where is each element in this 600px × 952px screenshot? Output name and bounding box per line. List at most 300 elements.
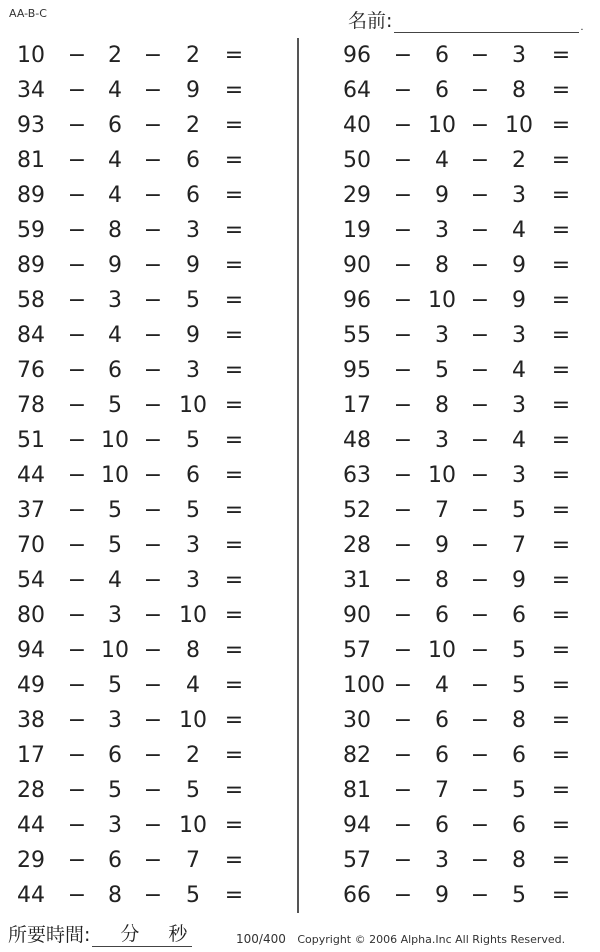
minus-sign: − [143, 533, 163, 558]
third-number: 5 [186, 498, 200, 523]
minus-sign: − [143, 603, 163, 628]
answer-space[interactable] [575, 353, 600, 388]
equals-sign: = [224, 673, 244, 698]
answer-space[interactable] [248, 738, 288, 773]
answer-space[interactable] [248, 143, 288, 178]
minus-sign: − [67, 708, 87, 733]
answer-space[interactable] [248, 563, 288, 598]
answer-space[interactable] [248, 598, 288, 633]
answer-space[interactable] [575, 528, 600, 563]
second-number: 2 [108, 43, 122, 68]
second-number: 6 [108, 358, 122, 383]
second-number: 4 [108, 148, 122, 173]
second-number: 4 [108, 568, 122, 593]
minus-sign: − [470, 638, 490, 663]
third-number: 10 [179, 813, 207, 838]
minus-sign: − [393, 568, 413, 593]
equals-sign: = [224, 568, 244, 593]
second-number: 8 [435, 568, 449, 593]
first-number: 44 [17, 463, 45, 488]
equals-sign: = [224, 533, 244, 558]
minus-sign: − [143, 323, 163, 348]
second-number: 9 [435, 883, 449, 908]
minus-sign: − [67, 533, 87, 558]
minus-sign: − [470, 778, 490, 803]
second-number: 5 [435, 358, 449, 383]
equals-sign: = [551, 78, 571, 103]
minus-sign: − [470, 78, 490, 103]
minus-sign: − [67, 638, 87, 663]
answer-space[interactable] [575, 318, 600, 353]
name-blank-line[interactable] [394, 14, 579, 33]
equals-sign: = [224, 78, 244, 103]
second-number: 3 [108, 708, 122, 733]
minus-sign: − [470, 533, 490, 558]
first-number: 89 [17, 183, 45, 208]
equals-sign: = [551, 533, 571, 558]
equals-sign: = [224, 148, 244, 173]
equals-sign: = [551, 148, 571, 173]
minus-sign: − [143, 813, 163, 838]
equals-sign: = [551, 673, 571, 698]
equals-sign: = [224, 183, 244, 208]
second-number: 5 [108, 533, 122, 558]
answer-space[interactable] [575, 178, 600, 213]
minus-sign: − [67, 393, 87, 418]
minus-sign: − [143, 463, 163, 488]
second-number: 3 [435, 428, 449, 453]
second-number: 10 [428, 113, 456, 138]
equals-sign: = [224, 428, 244, 453]
answer-space[interactable] [248, 878, 288, 913]
answer-space[interactable] [575, 213, 600, 248]
minutes-label: 分 [120, 923, 140, 945]
seconds-label: 秒 [168, 923, 188, 945]
third-number: 6 [512, 813, 526, 838]
minus-sign: − [67, 568, 87, 593]
minus-sign: − [143, 148, 163, 173]
first-number: 76 [17, 358, 45, 383]
first-number: 90 [343, 253, 371, 278]
second-number: 6 [435, 78, 449, 103]
second-number: 3 [108, 603, 122, 628]
first-number: 38 [17, 708, 45, 733]
answer-space[interactable] [575, 808, 600, 843]
second-number: 6 [435, 43, 449, 68]
first-number: 54 [17, 568, 45, 593]
answer-space[interactable] [575, 108, 600, 143]
first-number: 55 [343, 323, 371, 348]
minus-sign: − [393, 603, 413, 628]
third-number: 3 [186, 218, 200, 243]
first-number: 29 [343, 183, 371, 208]
minus-sign: − [67, 428, 87, 453]
answer-space[interactable] [248, 353, 288, 388]
third-number: 3 [512, 463, 526, 488]
answer-space[interactable] [248, 668, 288, 703]
third-number: 3 [186, 358, 200, 383]
second-number: 10 [101, 428, 129, 453]
third-number: 5 [186, 778, 200, 803]
third-number: 8 [512, 848, 526, 873]
equals-sign: = [551, 253, 571, 278]
second-number: 6 [435, 708, 449, 733]
third-number: 3 [512, 183, 526, 208]
minus-sign: − [470, 43, 490, 68]
first-number: 63 [343, 463, 371, 488]
first-number: 59 [17, 218, 45, 243]
first-number: 64 [343, 78, 371, 103]
time-taken-field [8, 920, 192, 947]
answer-space[interactable] [248, 458, 288, 493]
answer-space[interactable] [575, 38, 600, 73]
first-number: 81 [343, 778, 371, 803]
second-number: 8 [108, 218, 122, 243]
minus-sign: − [393, 78, 413, 103]
equals-sign: = [551, 183, 571, 208]
minus-sign: − [143, 393, 163, 418]
minus-sign: − [67, 43, 87, 68]
equals-sign: = [551, 323, 571, 348]
first-number: 52 [343, 498, 371, 523]
equals-sign: = [224, 498, 244, 523]
third-number: 10 [179, 603, 207, 628]
second-number: 6 [108, 113, 122, 138]
answer-space[interactable] [575, 493, 600, 528]
third-number: 10 [179, 393, 207, 418]
third-number: 9 [186, 323, 200, 348]
answer-space[interactable] [575, 773, 600, 808]
third-number: 2 [512, 148, 526, 173]
equals-sign: = [551, 393, 571, 418]
third-number: 9 [512, 568, 526, 593]
minus-sign: − [470, 743, 490, 768]
third-number: 3 [512, 43, 526, 68]
answer-space[interactable] [575, 843, 600, 878]
third-number: 3 [186, 533, 200, 558]
second-number: 10 [428, 638, 456, 663]
first-number: 10 [17, 43, 45, 68]
first-number: 50 [343, 148, 371, 173]
minus-sign: − [143, 78, 163, 103]
minus-sign: − [470, 673, 490, 698]
answer-space[interactable] [575, 458, 600, 493]
equals-sign: = [224, 113, 244, 138]
answer-space[interactable] [575, 388, 600, 423]
equals-sign: = [551, 883, 571, 908]
minus-sign: − [67, 673, 87, 698]
equals-sign: = [551, 568, 571, 593]
first-number: 94 [343, 813, 371, 838]
third-number: 10 [179, 708, 207, 733]
minus-sign: − [393, 393, 413, 418]
third-number: 5 [512, 778, 526, 803]
third-number: 5 [512, 883, 526, 908]
second-number: 9 [108, 253, 122, 278]
answer-space[interactable] [248, 808, 288, 843]
second-number: 10 [101, 463, 129, 488]
second-number: 5 [108, 498, 122, 523]
minus-sign: − [67, 288, 87, 313]
minus-sign: − [470, 848, 490, 873]
answer-space[interactable] [575, 878, 600, 913]
third-number: 8 [512, 78, 526, 103]
third-number: 5 [186, 883, 200, 908]
first-number: 17 [17, 743, 45, 768]
second-number: 3 [435, 848, 449, 873]
minus-sign: − [143, 288, 163, 313]
answer-space[interactable] [248, 213, 288, 248]
equals-sign: = [551, 358, 571, 383]
answer-space[interactable] [248, 178, 288, 213]
third-number: 3 [186, 568, 200, 593]
minus-sign: − [143, 673, 163, 698]
answer-space[interactable] [248, 318, 288, 353]
minus-sign: − [143, 428, 163, 453]
first-number: 95 [343, 358, 371, 383]
equals-sign: = [551, 638, 571, 663]
equals-sign: = [224, 848, 244, 873]
minus-sign: − [143, 183, 163, 208]
minus-sign: − [470, 603, 490, 628]
first-number: 58 [17, 288, 45, 313]
second-number: 9 [435, 183, 449, 208]
minus-sign: − [393, 113, 413, 138]
answer-space[interactable] [575, 703, 600, 738]
first-number: 34 [17, 78, 45, 103]
answer-space[interactable] [575, 423, 600, 458]
second-number: 10 [428, 288, 456, 313]
answer-space[interactable] [575, 248, 600, 283]
second-number: 7 [435, 778, 449, 803]
minus-sign: − [393, 813, 413, 838]
first-number: 40 [343, 113, 371, 138]
second-number: 6 [108, 848, 122, 873]
equals-sign: = [224, 603, 244, 628]
minus-sign: − [470, 813, 490, 838]
second-number: 5 [108, 778, 122, 803]
minus-sign: − [67, 78, 87, 103]
minus-sign: − [67, 463, 87, 488]
third-number: 6 [186, 183, 200, 208]
second-number: 6 [108, 743, 122, 768]
second-number: 10 [428, 463, 456, 488]
equals-sign: = [224, 638, 244, 663]
minus-sign: − [67, 113, 87, 138]
name-label: 名前: [348, 10, 393, 32]
minus-sign: − [143, 778, 163, 803]
answer-space[interactable] [248, 773, 288, 808]
equals-sign: = [551, 43, 571, 68]
first-number: 96 [343, 43, 371, 68]
minus-sign: − [470, 218, 490, 243]
time-label: 所要時間: [8, 924, 91, 946]
second-number: 4 [108, 183, 122, 208]
minus-sign: − [67, 323, 87, 348]
first-number: 78 [17, 393, 45, 418]
equals-sign: = [551, 113, 571, 138]
third-number: 10 [505, 113, 533, 138]
third-number: 7 [186, 848, 200, 873]
first-number: 57 [343, 848, 371, 873]
first-number: 57 [343, 638, 371, 663]
minus-sign: − [143, 568, 163, 593]
answer-space[interactable] [248, 248, 288, 283]
first-number: 94 [17, 638, 45, 663]
name-field [348, 6, 584, 33]
equals-sign: = [224, 813, 244, 838]
answer-space[interactable] [248, 108, 288, 143]
third-number: 6 [186, 148, 200, 173]
second-number: 5 [108, 673, 122, 698]
answer-space[interactable] [575, 143, 600, 178]
equals-sign: = [551, 463, 571, 488]
second-number: 4 [435, 148, 449, 173]
answer-space[interactable] [575, 73, 600, 108]
equals-sign: = [551, 743, 571, 768]
first-number: 44 [17, 813, 45, 838]
minus-sign: − [470, 253, 490, 278]
answer-space[interactable] [248, 388, 288, 423]
second-number: 4 [435, 673, 449, 698]
minus-sign: − [67, 498, 87, 523]
minus-sign: − [67, 183, 87, 208]
answer-space[interactable] [575, 738, 600, 773]
third-number: 8 [186, 638, 200, 663]
minus-sign: − [143, 848, 163, 873]
copyright: Copyright © 2006 Alpha.Inc All Rights Reserved. [297, 933, 566, 946]
second-number: 5 [108, 393, 122, 418]
first-number: 84 [17, 323, 45, 348]
minus-sign: − [393, 778, 413, 803]
equals-sign: = [224, 43, 244, 68]
first-number: 81 [17, 148, 45, 173]
answer-space[interactable] [575, 633, 600, 668]
third-number: 9 [512, 288, 526, 313]
third-number: 5 [512, 498, 526, 523]
third-number: 4 [512, 358, 526, 383]
worksheet-code: AA-B-C [9, 7, 47, 20]
first-number: 82 [343, 743, 371, 768]
third-number: 4 [512, 428, 526, 453]
minus-sign: − [393, 463, 413, 488]
equals-sign: = [224, 778, 244, 803]
answer-space[interactable] [248, 73, 288, 108]
minus-sign: − [393, 43, 413, 68]
minus-sign: − [470, 393, 490, 418]
minus-sign: − [393, 323, 413, 348]
equals-sign: = [551, 428, 571, 453]
minus-sign: − [393, 498, 413, 523]
first-number: 19 [343, 218, 371, 243]
minus-sign: − [393, 743, 413, 768]
equals-sign: = [551, 813, 571, 838]
answer-space[interactable] [575, 598, 600, 633]
answer-space[interactable] [248, 283, 288, 318]
minus-sign: − [143, 638, 163, 663]
third-number: 6 [186, 463, 200, 488]
third-number: 6 [512, 603, 526, 628]
minus-sign: − [470, 568, 490, 593]
minus-sign: − [143, 253, 163, 278]
third-number: 9 [186, 78, 200, 103]
minus-sign: − [393, 288, 413, 313]
minus-sign: − [143, 113, 163, 138]
equals-sign: = [551, 218, 571, 243]
third-number: 2 [186, 743, 200, 768]
minus-sign: − [393, 708, 413, 733]
equals-sign: = [551, 603, 571, 628]
third-number: 3 [512, 393, 526, 418]
equals-sign: = [551, 848, 571, 873]
minus-sign: − [67, 358, 87, 383]
second-number: 7 [435, 498, 449, 523]
minus-sign: − [143, 43, 163, 68]
answer-space[interactable] [248, 493, 288, 528]
answer-space[interactable] [248, 528, 288, 563]
first-number: 100 [343, 673, 385, 698]
answer-space[interactable] [575, 563, 600, 598]
name-end-dot: . [580, 22, 584, 33]
equals-sign: = [224, 358, 244, 383]
equals-sign: = [224, 883, 244, 908]
minus-sign: − [393, 428, 413, 453]
minus-sign: − [67, 253, 87, 278]
second-number: 6 [435, 743, 449, 768]
answer-space[interactable] [248, 38, 288, 73]
minus-sign: − [67, 148, 87, 173]
first-number: 28 [17, 778, 45, 803]
third-number: 3 [512, 323, 526, 348]
page-number: 100/400 [236, 932, 286, 946]
minus-sign: − [67, 848, 87, 873]
answer-space[interactable] [248, 703, 288, 738]
answer-space[interactable] [575, 283, 600, 318]
footer-info [236, 932, 565, 946]
minus-sign: − [67, 603, 87, 628]
minus-sign: − [470, 708, 490, 733]
answer-space[interactable] [248, 843, 288, 878]
minus-sign: − [143, 708, 163, 733]
second-number: 3 [108, 288, 122, 313]
first-number: 96 [343, 288, 371, 313]
second-number: 8 [435, 393, 449, 418]
third-number: 9 [512, 253, 526, 278]
first-number: 89 [17, 253, 45, 278]
time-blank[interactable] [92, 924, 192, 947]
equals-sign: = [224, 288, 244, 313]
equals-sign: = [551, 708, 571, 733]
equals-sign: = [224, 743, 244, 768]
equals-sign: = [224, 393, 244, 418]
minus-sign: − [67, 218, 87, 243]
minus-sign: − [143, 358, 163, 383]
minus-sign: − [143, 743, 163, 768]
second-number: 9 [435, 533, 449, 558]
minus-sign: − [143, 218, 163, 243]
third-number: 5 [512, 638, 526, 663]
answer-space[interactable] [248, 423, 288, 458]
second-number: 3 [435, 218, 449, 243]
minus-sign: − [67, 883, 87, 908]
answer-space[interactable] [248, 633, 288, 668]
second-number: 6 [435, 603, 449, 628]
third-number: 9 [186, 253, 200, 278]
minus-sign: − [393, 883, 413, 908]
first-number: 93 [17, 113, 45, 138]
answer-space[interactable] [575, 668, 600, 703]
minus-sign: − [393, 183, 413, 208]
